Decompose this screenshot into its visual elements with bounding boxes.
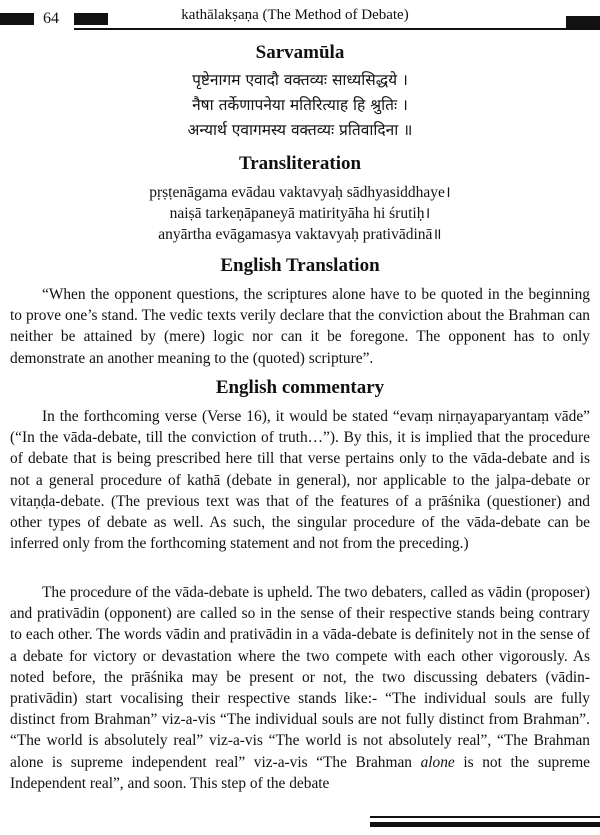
translation-heading: English Translation: [220, 255, 380, 276]
verse-line: अन्यार्थ एवागमस्य वक्तव्यः प्रतिवादिना ॥: [187, 121, 413, 139]
verse-line: नैषा तर्केणापनेया मतिरित्याह हि श्रुतिः ।: [192, 96, 408, 114]
page-number: 64: [43, 10, 59, 27]
header-rule: [74, 28, 600, 30]
header-bar-left: [0, 13, 34, 25]
sarvamula-heading: Sarvamūla: [255, 42, 345, 63]
commentary-paragraph-2: [10, 582, 590, 794]
commentary-heading: English commentary: [215, 377, 385, 398]
footer-rule: [370, 816, 600, 818]
commentary-text-2a: The procedure of the vāda-debate is upheld. The two debaters, called as vādin (proposer) and prativādin (opponent) are called so in the sense of their respective stands being contrary to each other. The words vādin and prativādin in a vāda-debate is definitely not in the sense of a debate for victory or devastation where the two compete with each other vigorously. As noted before, the prāśnika may be present or not, the two discussing debaters (vādin-prativādin) start vocalising their respective stands like:- “The individual souls are fully distinct from Brahman” viz-a-vis “The individual souls are not fully distinct from Brahman”. “The world is absolutely real” viz-a-vis “The world is not absolutely real”, “The Brahman alone is supreme independent real” viz-a-vis “The Brahman: [10, 584, 590, 771]
commentary-text-2b: is not the supreme Independent real”, and soon. This step of the debate: [10, 753, 590, 792]
verse-line: anyārtha evāgamasya vaktavyaḥ prativādinā॥: [158, 226, 442, 243]
verse-line: pṛṣṭenāgama evādau vaktavyaḥ sādhyasiddhaye।: [149, 184, 451, 201]
header-bar-right: [566, 16, 600, 28]
commentary-paragraph-1: [10, 406, 590, 554]
footer-rule-thick: [370, 822, 600, 827]
transliteration-verse: [0, 182, 600, 245]
translation-paragraph: [10, 284, 590, 369]
translation-text: “When the opponent questions, the scriptures alone have to be quoted in the beginning to prove one’s stand. The vedic texts verily declare that the conviction about the Brahman can neither be attained by (mere) logic nor can it be foregone. The opponent has to only demonstrate an another meaning to the (quoted) scripture”.: [10, 286, 590, 367]
sarvamula-verse: [0, 68, 600, 143]
page-header: [0, 6, 600, 32]
running-title: kathālakṣaṇa (The Method of Debate): [181, 7, 409, 23]
commentary-text-1: In the forthcoming verse (Verse 16), it would be stated “evaṃ nirṇayaparyantaṃ vāde” (“In the vāda-debate, till the conviction of truth…”). By this, it is implied that the procedure of debate that is being prescribed here till that verse pertains only to the vāda-debate and is not a general procedure of kathā (debate in general), nor applicable to the jalpa-debate or vitaṇḍa-debate. (The previous text was that of the features of a prāśnika (questioner) and other types of debate as well. As such, the singular procedure of the vāda-debate can be inferred only from the forthcoming statement and not from the preceding.): [10, 408, 590, 553]
verse-line: naiṣā tarkeṇāpaneyā matirityāha hi śrutiḥ।: [169, 205, 431, 222]
emphasis-alone: alone: [420, 753, 455, 771]
header-bar-mid: [74, 13, 108, 25]
verse-line: पृष्टेनागम एवादौ वक्तव्यः साध्यसिद्धये ।: [192, 71, 408, 89]
transliteration-heading: Transliteration: [238, 153, 362, 174]
